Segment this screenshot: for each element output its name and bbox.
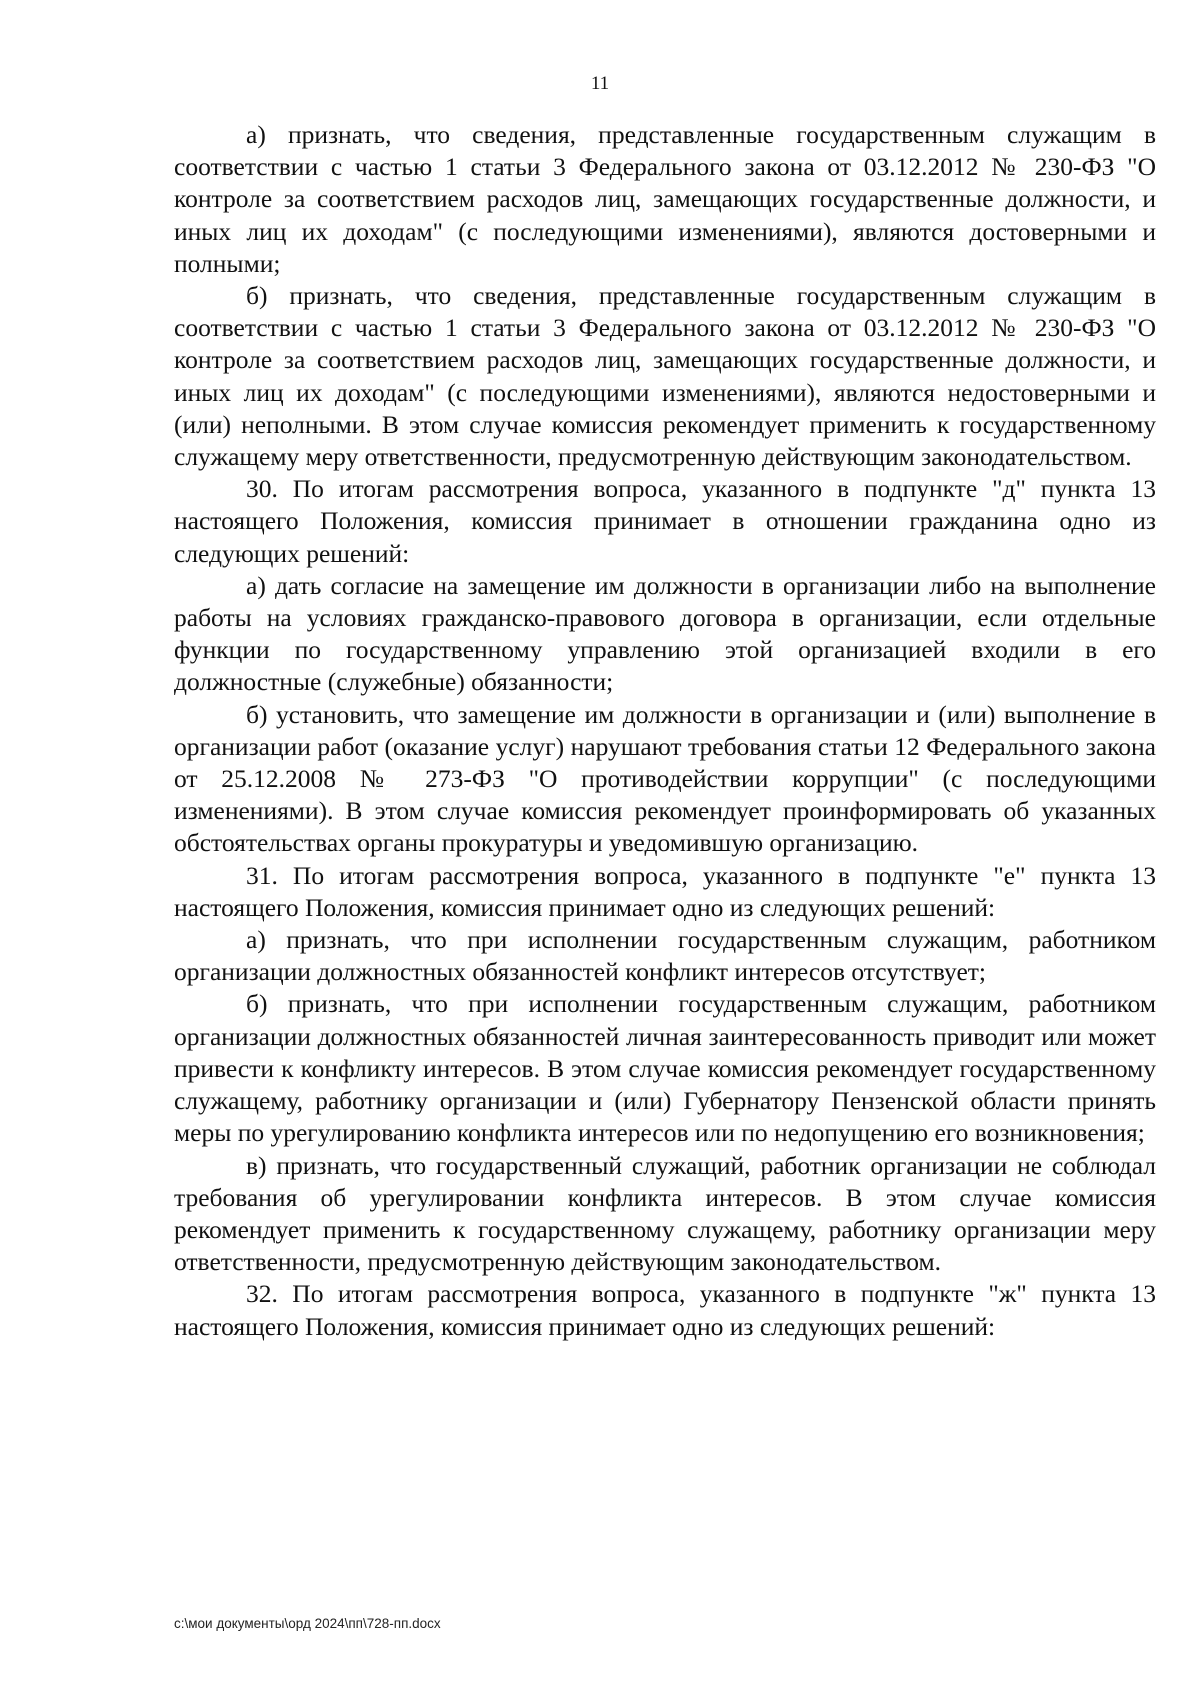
footer-file-path: c:\мои документы\орд 2024\пп\728-пп.docx [174, 1616, 441, 1631]
paragraph-31: 31. По итогам рассмотрения вопроса, указанного в подпункте "е" пункта 13 настоящего Положения, комиссия принимает одно из следующих решений: [174, 860, 1156, 922]
document-body [174, 119, 1156, 1343]
paragraph-30b: б) установить, что замещение им должности в организации и (или) выполнение в организации работ (оказание услуг) нарушают требования статьи 12 Федерального закона от 25.12.2008 № 273-ФЗ "О противодействии коррупции" (с последующими изменениями). В этом случае комиссия рекомендует проинформировать об указанных обстоятельствах органы прокуратуры и уведомившую организацию. [174, 699, 1156, 858]
paragraph-32: 32. По итогам рассмотрения вопроса, указанного в подпункте "ж" пункта 13 настоящего Положения, комиссия принимает одно из следующих решений: [174, 1279, 1156, 1341]
paragraph-30a: а) дать согласие на замещение им должности в организации либо на выполнение работы на условиях гражданско-правового договора в организации, если отдельные функции по государственному управлению этой организацией входили в его должностные (служебные) обязанности; [174, 570, 1156, 697]
page-number: 11 [590, 73, 610, 94]
paragraph-29a: а) признать, что сведения, представленные государственным служащим в соответствии с частью 1 статьи 3 Федерального закона от 03.12.2012 № 230-ФЗ "О контроле за соответствием расходов лиц, замещающих государственные должности, и иных лиц их доходам" (с последующими изменениями), являются достоверными и полными; [174, 120, 1156, 278]
paragraph-29b: б) признать, что сведения, представленные государственным служащим в соответствии с частью 1 статьи 3 Федерального закона от 03.12.2012 № 230-ФЗ "О контроле за соответствием расходов лиц, замещающих государственные должности, и иных лиц их доходам" (с последующими изменениями), являются недостоверными и (или) неполными. В этом случае комиссия рекомендует применить к государственному служащему меру ответственности, предусмотренную действующим законодательством. [174, 281, 1156, 472]
paragraph-31a: а) признать, что при исполнении государственным служащим, работником организации должностных обязанностей конфликт интересов отсутствует; [174, 925, 1156, 987]
paragraph-31c: в) признать, что государственный служащий, работник организации не соблюдал требования об урегулировании конфликта интересов. В этом случае комиссия рекомендует применить к государственному служащему, работнику организации меру ответственности, предусмотренную действующим законодательством. [174, 1150, 1156, 1277]
paragraph-30: 30. По итогам рассмотрения вопроса, указанного в подпункте "д" пункта 13 настоящего Положения, комиссия принимает в отношении гражданина одно из следующих решений: [174, 474, 1156, 568]
paragraph-31b: б) признать, что при исполнении государственным служащим, работником организации должностных обязанностей личная заинтересованность приводит или может привести к конфликту интересов. В этом случае комиссия рекомендует государственному служащему, работнику организации и (или) Губернатору Пензенской области принять меры по урегулированию конфликта интересов или по недопущению его возникновения; [174, 989, 1156, 1148]
